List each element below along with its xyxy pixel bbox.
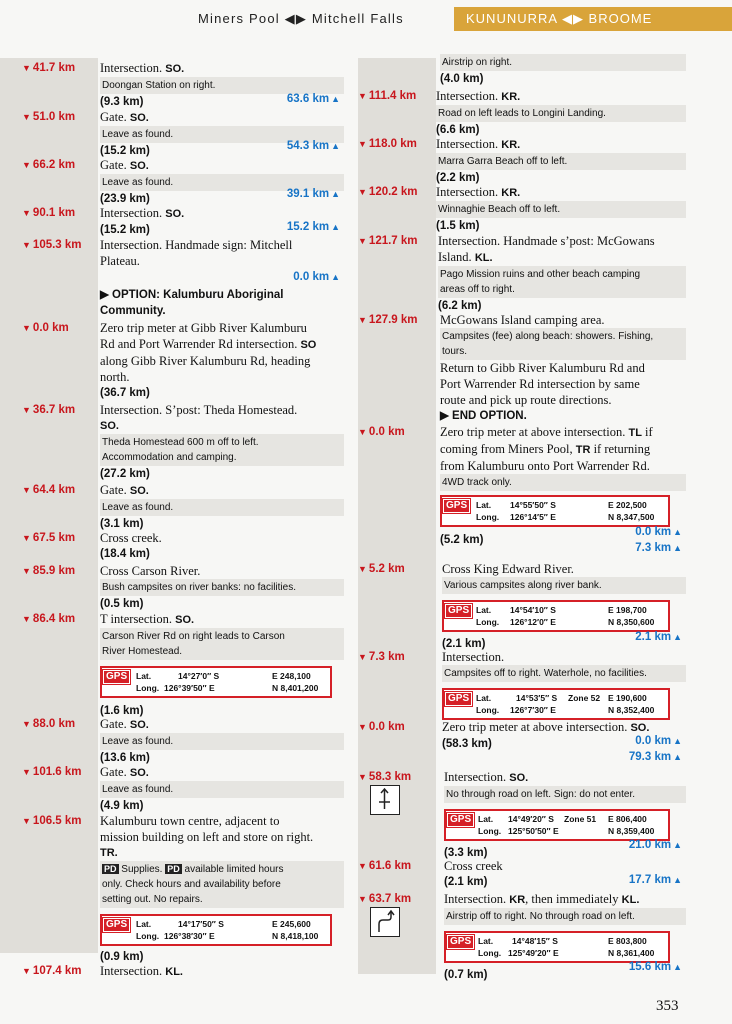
entry-note: PD Supplies. PD available limited hours only. Check hours and availability before setting out. No repairs. — [100, 861, 344, 908]
leg-distance: (2.2 km) — [436, 172, 480, 184]
leg-distance: (9.3 km) — [100, 96, 144, 108]
entry-note: 4WD track only. — [440, 474, 686, 491]
distance-marker: ▼ 63.7 km — [358, 893, 412, 905]
leg-distance: (18.4 km) — [100, 548, 150, 560]
leg-distance: (15.2 km) — [100, 224, 150, 236]
distance-marker: ▼ 105.3 km — [22, 239, 82, 251]
distance-marker: ▼ 101.6 km — [22, 766, 82, 778]
turn-right-then-left-sign-icon — [370, 907, 400, 937]
gps-box: GPS Lat. 14°53′5″ S Zone 52 Long. 126°7′30″ E E 190,600 N 8,352,400 — [442, 688, 670, 720]
entry-note: Campsites (fee) along beach: showers. Fishing, tours. — [440, 328, 686, 360]
entry-note: Winnaghie Beach off to left. — [436, 201, 686, 218]
leg-distance: (1.5 km) — [436, 220, 480, 232]
no-through-road-sign-icon — [370, 785, 400, 815]
entry-note: Leave as found. — [100, 733, 344, 750]
entry-note: Marra Garra Beach off to left. — [436, 153, 686, 170]
reverse-distance: 0.0 km ▲ — [635, 526, 682, 538]
leg-distance: (4.0 km) — [440, 73, 484, 85]
leg-distance: (58.3 km) — [442, 738, 492, 750]
entry-note: Bush campsites on river banks: no facilities. — [100, 579, 344, 596]
distance-marker: ▼ 61.6 km — [358, 860, 412, 872]
entry-note: Leave as found. — [100, 174, 344, 191]
leg-distance: (0.5 km) — [100, 598, 144, 610]
gps-box: GPS Lat. 14°49′20″ S Zone 51 Long. 125°50′50″ E E 806,400 N 8,359,400 — [444, 809, 670, 841]
reverse-distance: 21.0 km ▲ — [628, 839, 682, 851]
leg-distance: (1.6 km) — [100, 705, 144, 717]
distance-marker: ▼ 118.0 km — [358, 138, 417, 150]
distance-marker: ▼ 51.0 km — [22, 111, 76, 123]
header-route: Miners Pool ◀▶ Mitchell Falls — [198, 11, 404, 26]
leg-distance: (23.9 km) — [100, 193, 150, 205]
distance-marker: ▼ 120.2 km — [358, 186, 418, 198]
gps-badge: GPS — [103, 670, 130, 684]
header-section-band: KUNUNURRA ◀▶ BROOME — [454, 7, 732, 31]
distance-marker: ▼ 41.7 km — [22, 62, 76, 74]
gps-badge: GPS — [445, 604, 472, 618]
entry-note: Leave as found. — [100, 499, 344, 516]
reverse-distance: 63.6 km ▲ — [286, 93, 340, 105]
entry-note: Airstrip off to right. No through road on left. — [444, 908, 686, 925]
leg-distance: (36.7 km) — [100, 387, 150, 399]
reverse-distance: 39.1 km ▲ — [286, 188, 340, 200]
gps-box: GPS Lat. 14°27′0″ S Long. 126°39′50″ E E 248,100 N 8,401,200 — [100, 666, 332, 698]
distance-marker: ▼ 0.0 km — [358, 721, 405, 733]
distance-marker: ▼ 67.5 km — [22, 532, 76, 544]
gps-badge: GPS — [447, 935, 474, 949]
entry-note: Airstrip on right. — [440, 54, 686, 71]
leg-distance: (15.2 km) — [100, 145, 150, 157]
gps-box: GPS Lat. 14°54′10″ S Long. 126°12′0″ E E 198,700 N 8,350,600 — [442, 600, 670, 632]
leg-distance: (6.6 km) — [436, 124, 480, 136]
distance-marker: ▼ 86.4 km — [22, 613, 76, 625]
leg-distance: (3.1 km) — [100, 518, 144, 530]
pd-icon: PD — [167, 864, 180, 874]
gps-box: GPS Lat. 14°17′50″ S Long. 126°38′30″ E E 245,600 N 8,418,100 — [100, 914, 332, 946]
distance-marker: ▼ 0.0 km — [358, 426, 405, 438]
reverse-distance: 15.6 km ▲ — [628, 961, 682, 973]
distance-marker: ▼ 5.2 km — [358, 563, 405, 575]
leg-distance: (6.2 km) — [438, 300, 482, 312]
gps-box: GPS Lat. 14°55′50″ S Long. 126°14′5″ E E 202,500 N 8,347,500 — [440, 495, 670, 527]
entry-note: Theda Homestead 600 m off to left. Accommodation and camping. — [100, 434, 344, 466]
distance-marker: ▼ 88.0 km — [22, 718, 76, 730]
entry-note: Various campsites along river bank. — [442, 577, 686, 594]
end-option: ▶ END OPTION. — [440, 410, 527, 422]
right-column: Airstrip on right. (4.0 km) ▼ 111.4 km Intersection. KR. Road on left leads to Longini Landing. (6.6 km) ▼ 118.0 km Intersection. KR. Marra Garra Beach off to left. (2.2 km) ▼ 120.2 km Intersection. KR. Winnaghie Beach off to left. (1.5 km) ▼ 121.7 km Intersection. Handmade s’post: McGowans Island. KL. Pago Mission ruins and other beach camping areas off to right. (6.2 km) ▼ 127.9 km McGowans Island camping area. Campsites (fee) along beach: showers. Fishing, tours. Return to Gibb River Kalumburu Rd and Port Warrender Rd intersection by same route and pick up route directions. ▶ END OPTION. ▼ 0.0 km Zero trip meter at above intersection. TL if coming from Miners Pool, TR if returning from Kalumburu onto Port Warrender Rd. 4WD track only. GPS Lat. 14°55′50″ S Long. 126°14′5″ E E 202,500 N 8,347,500 (5.2 km) 0.0 km ▲ 7.3 km ▲ ▼ 5.2 km Cross King Edward River. Various campsites along river bank. GPS Lat. 14°54′10″ S Long. 126°12′0″ E E 198,700 N 8,350,600 (2.1 km) 2.1 km ▲ ▼ 7.3 km Intersection. Campsites off to right. Waterhole, no facilities. GPS Lat. 14°53′5″ S Zone 52 Long. 126°7′30″ E E 190,600 N 8,352,400 ▼ 0.0 km Zero trip meter at above intersection. SO. (58.3 km) 0.0 km ▲ 79.3 km ▲ ▼ 58.3 km Intersection. SO. No through road on left. Sign: do not enter. GPS Lat. 14°49′20″ S Zone 51 Long. 125°50′50″ E E 806,400 N 8,359,400 (3.3 km) 21.0 km ▲ ▼ 61.6 km Cross creek (2.1 km) 17.7 km ▲ ▼ 63.7 km Intersection. KR, then immediately KL. Airstrip off to right. No through road on left. GPS Lat. 14°48′15″ S Long. 125°49′20″ E E 803,800 N 8,361,400 (0.7 km) 15.6 km ▲ — [358, 58, 682, 983]
reverse-distance: 7.3 km ▲ — [635, 542, 682, 554]
distance-marker: ▼ 106.5 km — [22, 815, 82, 827]
reverse-distance: 2.1 km ▲ — [635, 631, 682, 643]
gps-badge: GPS — [103, 918, 130, 932]
reverse-distance: 79.3 km ▲ — [628, 751, 682, 763]
leg-distance: (3.3 km) — [444, 847, 488, 859]
leg-distance: (0.9 km) — [100, 951, 144, 963]
distance-marker: ▼ 107.4 km — [22, 965, 82, 977]
entry-note: Leave as found. — [100, 781, 344, 798]
reverse-distance: 15.2 km ▲ — [286, 221, 340, 233]
distance-marker: ▼ 58.3 km — [358, 771, 412, 783]
page-header — [0, 6, 732, 32]
entry-note: Campsites off to right. Waterhole, no facilities. — [442, 665, 686, 682]
entry-note: Pago Mission ruins and other beach camping areas off to right. — [438, 266, 686, 298]
distance-marker: ▼ 64.4 km — [22, 484, 76, 496]
distance-marker: ▼ 121.7 km — [358, 235, 418, 247]
left-column: ▼ 41.7 km Intersection. SO. Doongan Station on right. (9.3 km) 63.6 km ▲ ▼ 51.0 km Gate. SO. Leave as found. (15.2 km) 54.3 km ▲ ▼ 66.2 km Gate. SO. Leave as found. (23.9 km) 39.1 km ▲ ▼ 90.1 km Intersection. SO. (15.2 km) 15.2 km ▲ ▼ 105.3 km Intersection. Handmade sign: Mitchell Plateau. 0.0 km ▲ ▶ OPTION: Kalumburu Aboriginal Community. ▼ 0.0 km Zero trip meter at Gibb River Kalumburu Rd and Port Warrender Rd intersection. SO along Gibb River Kalumburu Rd, heading north. (36.7 km) ▼ 36.7 km Intersection. S’post: Theda Homestead. SO. Theda Homestead 600 m off to left. Accommodation and camping. (27.2 km) ▼ 64.4 km Gate. SO. Leave as found. (3.1 km) ▼ 67.5 km Cross creek. (18.4 km) ▼ 85.9 km Cross Carson River. Bush campsites on river banks: no facilities. (0.5 km) ▼ 86.4 km T intersection. SO. Carson River Rd on right leads to Carson River Homestead. GPS Lat. 14°27′0″ S Long. 126°39′50″ E E 248,100 N 8,401,200 (1.6 km) ▼ 88.0 km Gate. SO. Leave as found. (13.6 km) ▼ 101.6 km Gate. SO. Leave as found. (4.9 km) ▼ 106.5 km Kalumburu town centre, adjacent to mission building on left and store on right. TR. PD Supplies. PD available limited hours only. Check hours and availability before setting out. No repairs. GPS Lat. 14°17′50″ S Long. 126°38′30″ E E 245,600 N 8,418,100 (0.9 km) ▼ 107.4 km Intersection. KL. — [22, 58, 340, 983]
page-number: 353 — [656, 998, 679, 1014]
leg-distance: (4.9 km) — [100, 800, 144, 812]
gps-box: GPS Lat. 14°48′15″ S Long. 125°49′20″ E E 803,800 N 8,361,400 — [444, 931, 670, 963]
gps-badge: GPS — [445, 692, 472, 706]
reverse-distance: 0.0 km ▲ — [293, 271, 340, 283]
leg-distance: (5.2 km) — [440, 534, 484, 546]
distance-marker: ▼ 85.9 km — [22, 565, 76, 577]
reverse-distance: 0.0 km ▲ — [635, 735, 682, 747]
distance-marker: ▼ 66.2 km — [22, 159, 76, 171]
gps-badge: GPS — [443, 499, 470, 513]
entry-note: Road on left leads to Longini Landing. — [436, 105, 686, 122]
leg-distance: (0.7 km) — [444, 969, 488, 981]
distance-marker: ▼ 7.3 km — [358, 651, 405, 663]
entry-note: Carson River Rd on right leads to Carson River Homestead. — [100, 628, 344, 660]
pd-icon: PD — [104, 864, 117, 874]
entry-note: Doongan Station on right. — [100, 77, 344, 94]
distance-marker: ▼ 90.1 km — [22, 207, 76, 219]
distance-marker: ▼ 127.9 km — [358, 314, 418, 326]
reverse-distance: 17.7 km ▲ — [628, 874, 682, 886]
leg-distance: (2.1 km) — [442, 638, 486, 650]
distance-marker: ▼ 0.0 km — [22, 322, 69, 334]
leg-distance: (2.1 km) — [444, 876, 488, 888]
distance-marker: ▼ 36.7 km — [22, 404, 76, 416]
gps-badge: GPS — [447, 813, 474, 827]
reverse-distance: 54.3 km ▲ — [286, 140, 340, 152]
entry-note: Leave as found. — [100, 126, 344, 143]
leg-distance: (27.2 km) — [100, 468, 150, 480]
distance-marker: ▼ 111.4 km — [358, 90, 417, 102]
leg-distance: (13.6 km) — [100, 752, 150, 764]
entry-note: No through road on left. Sign: do not enter. — [444, 786, 686, 803]
